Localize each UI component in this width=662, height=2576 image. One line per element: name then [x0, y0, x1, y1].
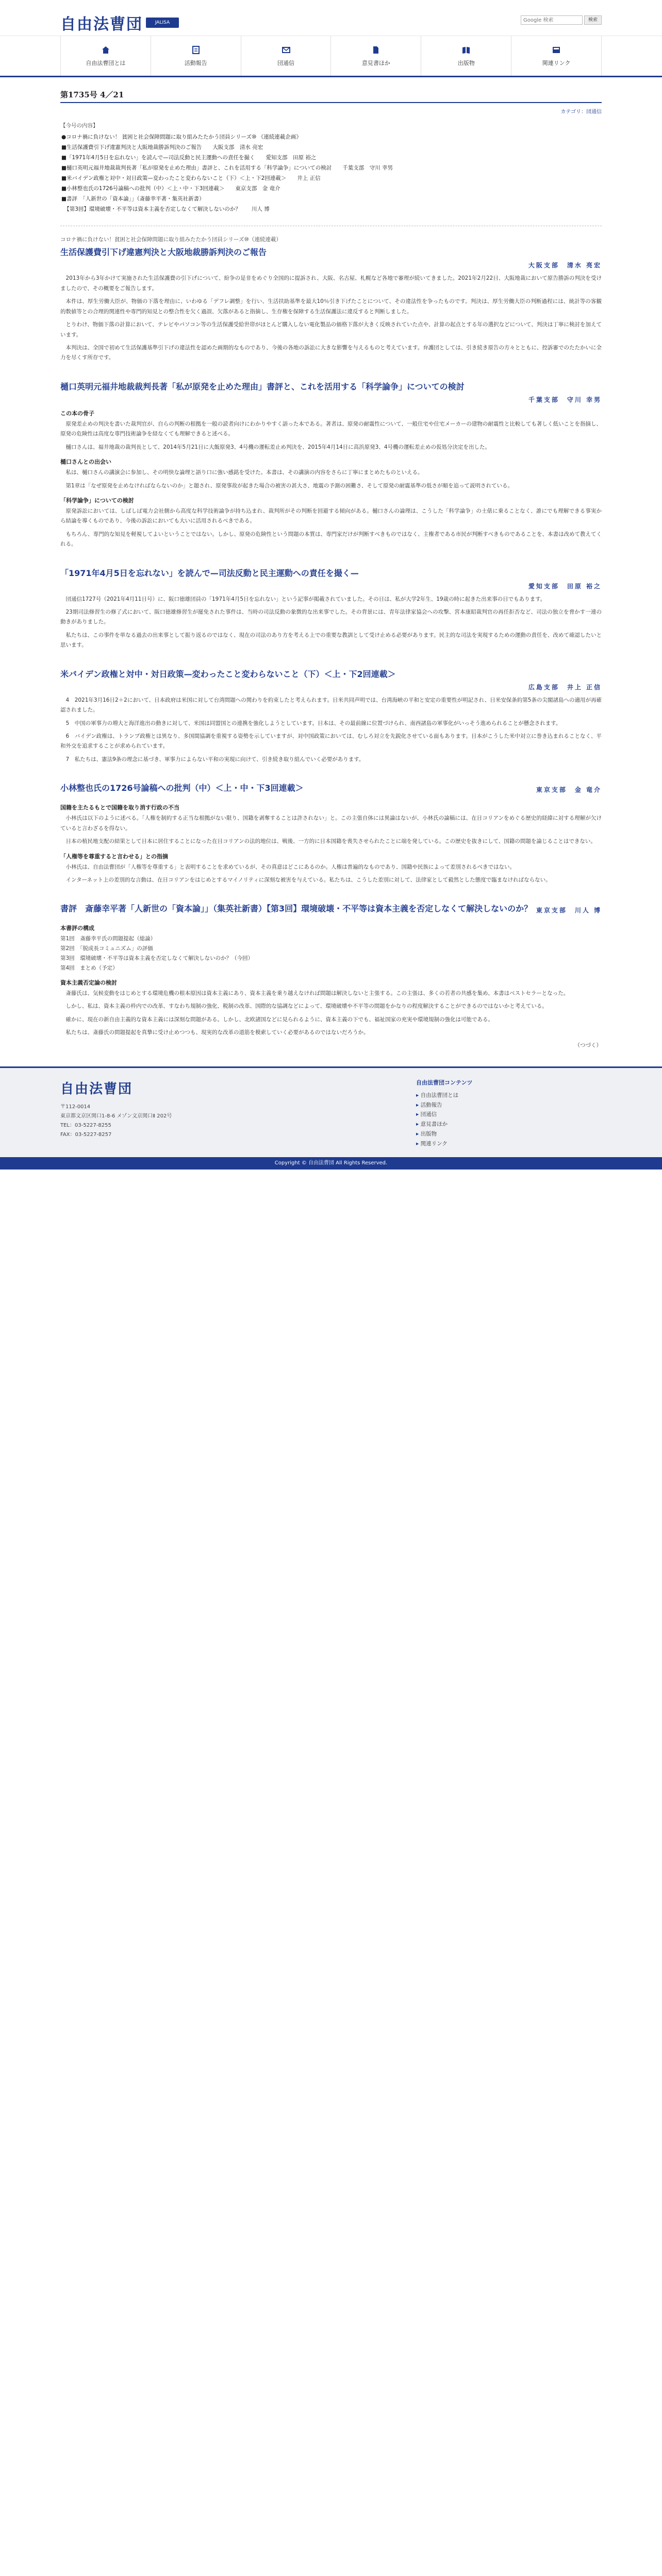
search-input[interactable] [521, 15, 583, 25]
newsletter-icon [282, 45, 291, 55]
footer-link[interactable]: ▸ 意見書ほか [416, 1120, 602, 1129]
copyright: Copyright © 自由法曹団 All Rights Reserved. [0, 1157, 662, 1170]
article-intro: コロナ禍に負けない！貧困と社会保障問題に取り組みたたかう団員シリーズ⑩（連続連載） [60, 236, 282, 243]
table-of-contents [60, 121, 602, 214]
footer-link[interactable]: ▸ 団通信 [416, 1110, 602, 1120]
book-icon [461, 45, 471, 55]
article-paragraph: もちろん、専門的な知見を軽視してよいということではない。しかし、原発の危険性という問題の本質は、専門家だけが判断すべきものではなく、主権者である市民が判断すべきものであることを、本書は改めて教えてくれる。 [60, 531, 602, 548]
article-title: 米バイデン政権と対中・対日政策—変わったこと変わらないこと（下）＜上・下2回連載＞ [60, 669, 396, 679]
article-paragraph: 小林氏は、自由法曹団が「人権等を尊重する」と表明することを求めているが、その真意はどこにあるのか。人権は普遍的なものであり、国籍や民族によって差別されるべきではない。 [65, 863, 515, 870]
section-heading: 国籍を主たるもとで国籍を取り消す行政の不当 [60, 804, 179, 811]
article-paragraph: 斎藤氏は、気候変動をはじめとする環境危機の根本原因は資本主義にあり、資本主義を乗り越えなければ問題は解決しないと主張する。この主張は、多くの若者の共感を集め、本書はベストセラーとなった。 [65, 990, 569, 996]
article-paragraph: 樋口さんは、福井地裁の裁判長として、2014年5月21日に大飯原発3、4号機の運転差止め判決を、2015年4月14日に高浜原発3、4号機の運転差止めの仮処分決定を出した。 [65, 444, 491, 450]
site-logo[interactable] [60, 11, 179, 34]
article-paragraph: 7 私たちは、憲法9条の理念に基づき、軍事力によらない平和の実現に向けて、引き続き取り組んでいく必要があります。 [65, 756, 365, 762]
footer-links-title: 自由法曹団コンテンツ [416, 1079, 473, 1086]
article-paragraph: 私たちは、斎藤氏の問題提起を真摯に受け止めつつも、現実的な改革の道筋を模索していく必要があるのではないだろうか。 [65, 1029, 369, 1036]
article [60, 668, 602, 765]
footer-logo[interactable]: 自由法曹団 [60, 1081, 133, 1097]
article-author: 大阪支部 清水 亮宏 [528, 262, 602, 269]
series-item: 第1回 斎藤幸平氏の問題提起（総論） [60, 936, 156, 942]
nav-label: 自由法曹団とは [86, 59, 126, 66]
article-paragraph: 本判決は、全国で初めて生活保護基準引下げの違法性を認めた画期的なものであり、今後の各地の訴訟に大きな影響を与えるものと考えています。弁護団としては、引き続き原告の方々とともに、控訴審でのたたかいに全力を尽くす所存です。 [60, 344, 602, 361]
toc-item[interactable]: ■「1971年4月5日を忘れない」を読んで—司法反動と民主運動への責任を撮く 愛知支部 田原 裕之 [61, 154, 317, 161]
article-paragraph: 団通信1727号（2021年4月11日号）に、阪口徳雄団員の「1971年4月5日を忘れない」という記事が掲載されていました。その日は、私が大学2年生、19歳の時に起きた出来事の日でもあります。 [65, 596, 546, 602]
toc-item[interactable]: ■書評 「人新世の「資本論」」（斎藤幸平著・集英社新書） [61, 195, 205, 202]
article-paragraph: 第1章は「なぜ原発を止めなければならないのか」と題され、原発事故が起きた場合の被害の甚大さ、地震の予測の困難さ、そして原発の耐震基準の低さが順を追って説明されている。 [65, 482, 513, 489]
article-paragraph: 小林氏は以下のように述べる。「人権を制約する正当な根拠がない限り、国籍を剥奪することは許されない」と。この主張自体には異論はないが、小林氏の論稿には、在日コリアンをめぐる歴史的経緯に対する理解が欠けていると言わざるを得ない。 [60, 815, 602, 832]
document-icon [371, 45, 380, 55]
footer-link[interactable]: ▸ 関連リンク [416, 1139, 602, 1149]
article-paragraph: しかし、私は、資本主義の枠内での改革、すなわち規制の強化、税制の改革、国際的な協調などによって、環境破壊や不平等の問題をかなりの程度解決することができるのではないかと考えている。 [65, 1003, 548, 1010]
footer-link[interactable]: ▸ 自由法曹団とは [416, 1091, 602, 1100]
article [60, 782, 602, 885]
nav-item-about[interactable] [60, 36, 151, 76]
main-nav [0, 36, 662, 77]
series-item: 第2回 「脱成長コミュニズム」の評価 [60, 945, 153, 952]
section-heading: 「科学論争」についての検討 [60, 497, 134, 504]
toc-item[interactable]: ■樋口英明元福井地裁裁判長著「私が原発を止めた理由」書評と、これを活用する「科学論争」についての検討 千葉支部 守川 幸男 [61, 164, 393, 171]
article-title: 樋口英明元福井地裁裁判長著「私が原発を止めた理由」書評と、これを活用する「科学論争」についての検討 [60, 381, 465, 392]
article-title-row [60, 782, 602, 798]
article-paragraph: 5 中国の軍事力の増大と海洋進出の動きに対して、米国は同盟国との連携を強化しようとしています。日本は、その最前線に位置づけられ、南西諸島の軍事化がいっそう進められることが懸念されます。 [65, 720, 561, 726]
section-heading: 資本主義否定論の検討 [60, 979, 117, 986]
article-author: 広島支部 井上 正信 [528, 683, 602, 691]
logo-sub: JALISA [146, 18, 179, 28]
toc-item[interactable]: ●コロナ禍に負けない！ 貧困と社会保障問題に取り組みたたかう団員シリーズ⑩ 《連続連載企画》 [61, 133, 302, 140]
article [60, 235, 602, 363]
main-content [60, 88, 602, 1049]
toc-item[interactable]: ■米バイデン政権と対中・対日政策—変わったこと変わらないこと（下）＜上・下2回連載＞ 井上 正信 [61, 175, 321, 181]
report-icon [191, 45, 201, 55]
article [60, 567, 602, 651]
search-bar [521, 15, 602, 25]
phone: TEL：03-5227-8255 [60, 1122, 111, 1128]
article-paragraph: 2013年から3年かけて実施された生活保護費の引下げについて、紛争の是非をめぐり全国的に提訴され、大阪、名古屋、札幌など各地で審理が続いてきました。2021年2月22日、大阪地裁において原告勝訴の判決を受けましたので、その概要をご報告します。 [60, 275, 602, 292]
article-author: 愛知支部 田原 裕之 [528, 582, 602, 590]
article [60, 903, 602, 1048]
site-header [0, 0, 662, 36]
fax: FAX：03-5227-8257 [60, 1131, 112, 1138]
article-paragraph: 6 バイデン政権は、トランプ政権とは異なり、多国間協調を重視する姿勢を示していますが、対中国政策においては、むしろ対立を先鋭化させている面もあります。日本がこうした米中対立に巻き込まれることなく、平和外交を追求することが求められています。 [60, 733, 602, 750]
category-link[interactable]: カテゴリ：団通信 [560, 109, 602, 115]
article-title: 書評 斎藤幸平著「人新世の「資本論」」（集英社新書）【第3回】環境破壊・不平等は資本主義を否定しなくて解決しないのか？ [60, 904, 533, 914]
article-paragraph: 私たちは、この事件を単なる過去の出来事として振り返るのではなく、現在の司法のあり方を考える上での重要な教訓として受け止める必要があります。民主的な司法を実現するための運動の責任を、改めて確認したいと思います。 [60, 632, 602, 649]
article-author: 東京支部 金 竜介 [536, 786, 602, 794]
street-address: 東京都文京区関口1-8-6 メゾン文京関口Ⅱ 202号 [60, 1113, 172, 1119]
article-paragraph: 確かに、現在の新自由主義的な資本主義には深刻な問題がある。しかし、北欧諸国などに見られるように、資本主義の下でも、福祉国家の充実や環境規制の強化は可能である。 [65, 1016, 493, 1023]
issue-bar [60, 88, 602, 103]
search-button[interactable]: 検索 [584, 15, 602, 25]
nav-item-newsletter[interactable] [241, 36, 331, 76]
footer-link[interactable]: ▸ 活動報告 [416, 1100, 602, 1110]
article-title: 「1971年4月5日を忘れない」を読んで—司法反動と民主運動への責任を撮く— [60, 568, 359, 578]
postal-code: 〒112-0014 [60, 1104, 91, 1110]
article-paragraph: 23期司法修習生の修了式において、阪口徳雄修習生が罷免された事件は、当時の司法反動の象徴的な出来事でした。その背景には、青年法律家協会への攻撃、宮本康昭裁判官の再任拒否など、司法の独立を脅かす一連の動きがありました。 [60, 609, 602, 625]
nav-label: 団通信 [277, 59, 295, 66]
nav-item-publications[interactable] [421, 36, 511, 76]
article [60, 381, 602, 550]
section-heading: 「人権等を尊重すると言わせる」との指摘 [60, 853, 168, 860]
nav-item-reports[interactable] [151, 36, 241, 76]
section-heading: 本書評の構成 [60, 925, 94, 932]
toc-item[interactable]: ■生活保護費引下げ違憲判決と大阪地裁勝訴判決のご報告 大阪支部 清水 亮宏 [61, 144, 263, 150]
nav-label: 出版物 [457, 59, 475, 66]
article-paragraph: 本件は、厚生労働大臣が、物価の下落を理由に、いわゆる「デフレ調整」を行い、生活扶助基準を最大10％引き下げたことについて、その違法性を争ったものです。判決は、厚生労働大臣の判断過程には、統計等の客観的数値等との合理的関連性や専門的知見との整合性を欠く過誤、欠落があると指摘し、生存権を保障する生活保護法に違反すると判断しました。 [60, 298, 602, 315]
article-title: 生活保護費引下げ違憲判決と大阪地裁勝訴判決のご報告 [60, 247, 267, 258]
article-paragraph: インターネット上の差別的な言動は、在日コリアンをはじめとするマイノリティに深刻な被害を与えている。私たちは、こうした差別に対して、法律家として毅然とした態度で臨まなければならない。 [65, 876, 551, 883]
article-paragraph: とりわけ、物価下落の計算において、テレビやパソコン等の生活保護受給世帯がほとんど購入しない電化製品の価格下落が大きく反映されていた点や、計算の起点とする年の選択などについて、判決は丁寧に検討を加えています。 [60, 321, 602, 338]
footer-address [60, 1103, 172, 1140]
site-footer [0, 1066, 662, 1170]
article-closing: （つづく） [574, 1042, 602, 1048]
nav-label: 活動報告 [184, 59, 207, 66]
article-title: 小林整也氏の1726号論稿への批判（中）＜上・中・下3回連載＞ [60, 783, 304, 793]
nav-label: 意見書ほか [361, 59, 390, 66]
series-item: 第3回 環境破壊・不平等は資本主義を否定しなくて解決しないのか？（今回） [60, 955, 254, 962]
section-heading: この本の骨子 [60, 410, 94, 417]
article-paragraph: 私は、樋口さんの講演会に参加し、その明快な論理と語り口に強い感銘を受けた。本書は、その講演の内容をさらに丁寧にまとめたものといえる。 [65, 469, 423, 476]
toc-item[interactable]: ■小林整也氏の1726号論稿への批判（中）＜上・中・下3回連載＞ 東京支部 金 竜介 [61, 185, 280, 192]
footer-info [60, 1078, 172, 1149]
logo-text: 自由法曹団 [60, 15, 143, 33]
page-title: 第1735号 4／21 [60, 90, 124, 99]
article-paragraph: 原発差止めの判決を書いた裁判官が、自らの判断の根拠を一般の読者向けにわかりやすく語った本である。著者は、原発の耐震性について、一般住宅や住宅メーカーの建物の耐震性と比較しても著しく低いことを指摘し、原発の危険性は高度な専門技術論争を経なくても理解できると述べる。 [60, 420, 602, 437]
link-icon [552, 45, 561, 55]
article-author: 東京支部 川人 博 [536, 907, 602, 914]
nav-label: 関連リンク [542, 59, 571, 66]
nav-item-links[interactable] [511, 36, 602, 76]
toc-item[interactable]: 【第3回】環境破壊・不平等は資本主義を否定しなくて解決しないのか？ 川人 博 [61, 206, 270, 212]
footer-links [416, 1078, 602, 1149]
section-heading: 樋口さんとの出会い [60, 459, 111, 466]
home-icon [101, 45, 110, 55]
nav-item-opinions[interactable] [330, 36, 421, 76]
article-title-row [60, 903, 602, 919]
article-paragraph: 原発訴訟においては、しばしば電力会社側から高度な科学技術論争が持ち込まれ、裁判所がその判断を回避する傾向がある。樋口さんの論理は、こうした「科学論争」の土俵に乗ることなく、誰にでも理解できる事実から結論を導くものであり、今後の訴訟においても大いに活用されるべきである。 [60, 507, 602, 524]
toc-heading: 【今号の内容】 [60, 123, 98, 129]
series-item: 第4回 まとめ（予定） [60, 965, 118, 972]
article-paragraph: 日本の植民地支配の結果として日本に居住することになった在日コリアンの法的地位は、戦後、一方的に日本国籍を喪失させられたことに端を発している。この歴史を抜きにして、国籍の問題を論じることはできない。 [65, 838, 596, 845]
footer-link[interactable]: ▸ 出版物 [416, 1129, 602, 1139]
article-paragraph: 4 2021年3月16日2＋2において、日本政府は米国に対して台湾問題への関わりを約束したと考えられます。日米共同声明では、台湾海峡の平和と安定の重要性が明記され、日米安保条約第5条の尖閣諸島への適用が再確認されました。 [60, 697, 602, 714]
article-author: 千葉支部 守川 幸男 [528, 396, 602, 403]
